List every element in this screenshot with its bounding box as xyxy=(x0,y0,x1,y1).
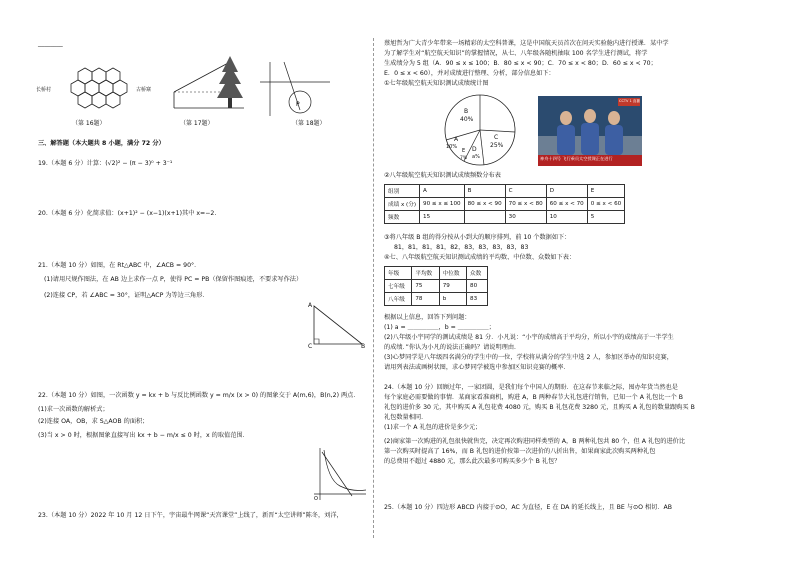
question-19: 19.（本题 6 分）计算：(√2)² − (π − 3)⁰ + 3⁻¹ xyxy=(38,160,173,167)
village-right-label: 古桥寨 xyxy=(136,87,152,93)
question-21-part-2: (2)连接 CP，若 ∠ABC = 30°，证明△ACP 为等边三角形． xyxy=(44,292,209,299)
figure-17-caption: （第 17题） xyxy=(180,120,214,127)
question-24-line-4: 礼包数量相同． xyxy=(384,414,428,421)
stats-table xyxy=(384,266,488,306)
table-row xyxy=(385,280,488,293)
question-22-part-3: (3)当 x > 0 时，根据图象直接写出 kx + b − m/x ≤ 0 时，x 的取值范围． xyxy=(38,432,249,439)
photo-badge: CCTV 1 直播 xyxy=(619,99,640,103)
table-cell: 0 ≤ x < 60 xyxy=(587,198,624,211)
table-cell: 成绩 x (分) xyxy=(385,198,420,211)
table-cell: 众数 xyxy=(467,267,488,280)
question-20: 20.（本题 6 分）化简求值：(x+1)² − (x−1)(x+1)其中 x=−2. xyxy=(38,210,217,217)
figure-18-caption: （第 18题） xyxy=(292,120,326,127)
item-4-title: ④七、八年级航空航天知识测试成绩的平均数、中位数、众数如下表： xyxy=(384,254,576,261)
q23-intro-line-1: 蔡旭哲为广大青少年带来一场精彩的太空科普课，这是中国航天员首次在问天实验舱内进行授课．某中学 xyxy=(384,40,669,47)
grade-7-pie-chart xyxy=(442,92,518,168)
column-divider xyxy=(373,38,374,538)
sub-question-1: (1) a = ＿＿＿＿＿，b = ＿＿＿＿＿； xyxy=(384,324,495,331)
pie-slice-d-pct: a% xyxy=(472,154,480,160)
question-24-line-2: 每个家庭必需要做的事情．某商家看准商机，购进 A，B 两种春节大礼包进行销售，已知一个 A 礼包比一个 B xyxy=(384,394,684,401)
left-column xyxy=(30,0,370,562)
pie-slice-b-label: B xyxy=(464,108,469,115)
figure-16-caption: （第 16题） xyxy=(72,120,106,127)
svg-text:O: O xyxy=(314,496,318,502)
sub-question-2-line-1: (2)八年级小宇同学的测试成绩是 81 分．小凡说：“小宇的成绩高于平均分，所以小宇的成绩高于一半学生 xyxy=(384,334,674,341)
photo-caption: 神舟十四号 飞行乘员太空授课正在进行 xyxy=(540,156,613,161)
item-2-title: ②八年级航空航天知识测试成绩频数分布表 xyxy=(384,172,501,179)
pie-slice-d-label: D xyxy=(472,146,477,153)
figure-18 xyxy=(256,60,336,118)
question-24-line-8: 的总费用不超过 4880 元，那么此次最多可购买多少个 B 礼包？ xyxy=(384,458,561,465)
pie-chart xyxy=(442,92,518,168)
item-3-line-1: ③将八年级 B 组的得分按从小到大的顺序排列，前 10 个数据如下： xyxy=(384,234,571,241)
table-cell: 80 xyxy=(467,280,488,293)
frequency-table-header xyxy=(385,185,625,198)
table-cell: 15 xyxy=(420,211,465,224)
village-left-label: 长桥村 xyxy=(36,87,52,93)
table-cell xyxy=(464,211,505,224)
pie-slice-c-label: C xyxy=(494,134,499,141)
table-cell: A xyxy=(420,185,465,198)
question-21-part-1: (1)请用尺规作图法，在 AB 边上求作一点 P，使得 PC = PB（保留作图痕迹，不要求写作法） xyxy=(44,276,303,283)
table-cell: 60 ≤ x < 70 xyxy=(546,198,587,211)
svg-text:P: P xyxy=(296,101,300,108)
table-row xyxy=(385,211,625,224)
vertex-b-label: B xyxy=(361,343,366,350)
pie-slice-c-pct: 25% xyxy=(490,142,504,149)
q23-intro-line-2: 为了解学生对“航空航天知识”的掌握情况，从七、八年级各随机抽取 100 名学生进行测试，将学 xyxy=(384,50,648,57)
table-row xyxy=(385,293,488,306)
pie-slice-a-pct: 10% xyxy=(446,144,458,150)
table-cell: 5 xyxy=(587,211,624,224)
table-row xyxy=(385,198,625,211)
table-cell: b xyxy=(439,293,466,306)
table-cell: 组别 xyxy=(385,185,420,198)
question-24-line-3: 礼包的进价多 30 元，其中购买 A 礼包花费 4080 元，购买 B 礼包花费 3280 元，且购买 A 礼包的数量跟购买 B xyxy=(384,404,695,411)
question-25-start: 25.（本题 10 分）四边形 ABCD 内接于⊙O，AC 为直径，E 在 DA 的延长线上，且 BE 与⊙O 相切．AB xyxy=(384,504,673,511)
pie-slice-a-label: A xyxy=(454,136,459,143)
section-3-heading: 三、解答题（本大题共 8 小题，满分 72 分） xyxy=(38,140,165,147)
pie-slice-e-pct: 7% xyxy=(460,156,468,161)
question-22-part-2: (2)连接 OA，OB，求 S△AOB 的面积； xyxy=(38,418,149,425)
question-23-start: 23.（本题 10 分）2022 年 10 月 12 日下午，宇宙最牛网课“天宫课堂”上线了，新晋“太空讲师”陈冬，刘洋， xyxy=(38,512,343,519)
table-cell: 83 xyxy=(467,293,488,306)
q23-intro-line-3: 生成绩分为 5 组（A．90 ≤ x ≤ 100；B．80 ≤ x < 90；C．70 ≤ x < 80；D．60 ≤ x < 70； xyxy=(384,60,657,67)
tree-triangle-diagram xyxy=(170,52,250,118)
table-cell: 中位数 xyxy=(439,267,466,280)
q23-intro-line-4: E．0 ≤ x < 60），并对成绩进行整理、分析，部分信息如下： xyxy=(384,70,555,77)
coordinate-circle-diagram xyxy=(256,60,336,118)
table-cell: E xyxy=(587,185,624,198)
table-cell: 年级 xyxy=(385,267,412,280)
table-cell: 90 ≤ x ≤ 100 xyxy=(420,198,465,211)
function-graph-diagram xyxy=(312,446,368,502)
table-cell: 七年级 xyxy=(385,280,412,293)
question-24-line-1: 24.（本题 10 分）回顾过年，一家团圆，是我们每个中国人的期盼．在这春节来临之际，囤办年货当然也是 xyxy=(384,384,678,391)
figure-21 xyxy=(306,300,368,352)
table-cell: 30 xyxy=(505,211,546,224)
question-24-line-7: 第一次购买时提高了 16%，而 B 礼包的进价按第一次进价的八折出售，如果商家此次购买两种礼包 xyxy=(384,448,656,455)
figure-22 xyxy=(312,446,368,502)
table-cell: 平均数 xyxy=(412,267,439,280)
table-cell: D xyxy=(546,185,587,198)
item-1-title: ①七年级航空航天知识测试成绩统计图 xyxy=(384,80,489,87)
table-cell: 70 ≤ x < 80 xyxy=(505,198,546,211)
sub-question-3-line-2: 请用列表法或画树状图，求心梦同学被选中参加区知识竞赛的概率． xyxy=(384,364,570,371)
question-22-part-1: (1)求一次函数的解析式； xyxy=(38,406,109,413)
table-cell: 79 xyxy=(439,280,466,293)
table-cell: 78 xyxy=(412,293,439,306)
table-cell: C xyxy=(505,185,546,198)
right-triangle-diagram xyxy=(306,300,368,352)
table-cell: 八年级 xyxy=(385,293,412,306)
space-class-photo xyxy=(538,96,642,166)
sub-question-2-line-2: 的成绩．”你认为小凡的说法正确吗？请说明理由． xyxy=(384,344,521,351)
table-cell: 75 xyxy=(412,280,439,293)
top-blank: ________ xyxy=(38,40,63,47)
figure-16 xyxy=(36,60,166,118)
question-24-line-5: (1)求一个 A 礼包的进价是多少元； xyxy=(384,424,482,431)
stats-table-header xyxy=(385,267,488,280)
table-cell: B xyxy=(464,185,505,198)
sub-question-3-line-1: (3)心梦同学是八年级四名满分的学生中的一位，学校将从满分的学生中选 2 人，参加区举办的知识竞赛， xyxy=(384,354,673,361)
table-cell: 频数 xyxy=(385,211,420,224)
pie-slice-b-pct: 40% xyxy=(460,116,474,123)
questions-intro: 根据以上信息，回答下列问题： xyxy=(384,314,471,321)
question-24-line-6: (2)商家第一次购进的礼包很快就售完，决定再次购进同样类型的 A，B 两种礼包共 80 个，但 A 礼包的进价比 xyxy=(384,438,686,445)
item-3-line-2: 81，81，81，81，82，83，83，83，83，83 xyxy=(394,244,529,251)
question-22-stem: 22.（本题 10 分）如图，一次函数 y = kx + b 与反比例函数 y = m/x (x > 0) 的图象交于 A(m,6)，B(n,2) 两点． xyxy=(38,392,360,399)
pie-slice-e-label: E xyxy=(462,148,466,154)
figure-17 xyxy=(170,52,250,118)
table-cell: 80 ≤ x < 90 xyxy=(464,198,505,211)
vertex-a-label: A xyxy=(308,302,313,309)
vertex-c-label: C xyxy=(308,343,313,350)
right-column xyxy=(384,0,764,562)
table-cell: 10 xyxy=(546,211,587,224)
question-21-stem: 21.（本题 10 分）如图，在 Rt△ABC 中，∠ACB = 90°． xyxy=(38,262,201,269)
frequency-table xyxy=(384,184,625,224)
